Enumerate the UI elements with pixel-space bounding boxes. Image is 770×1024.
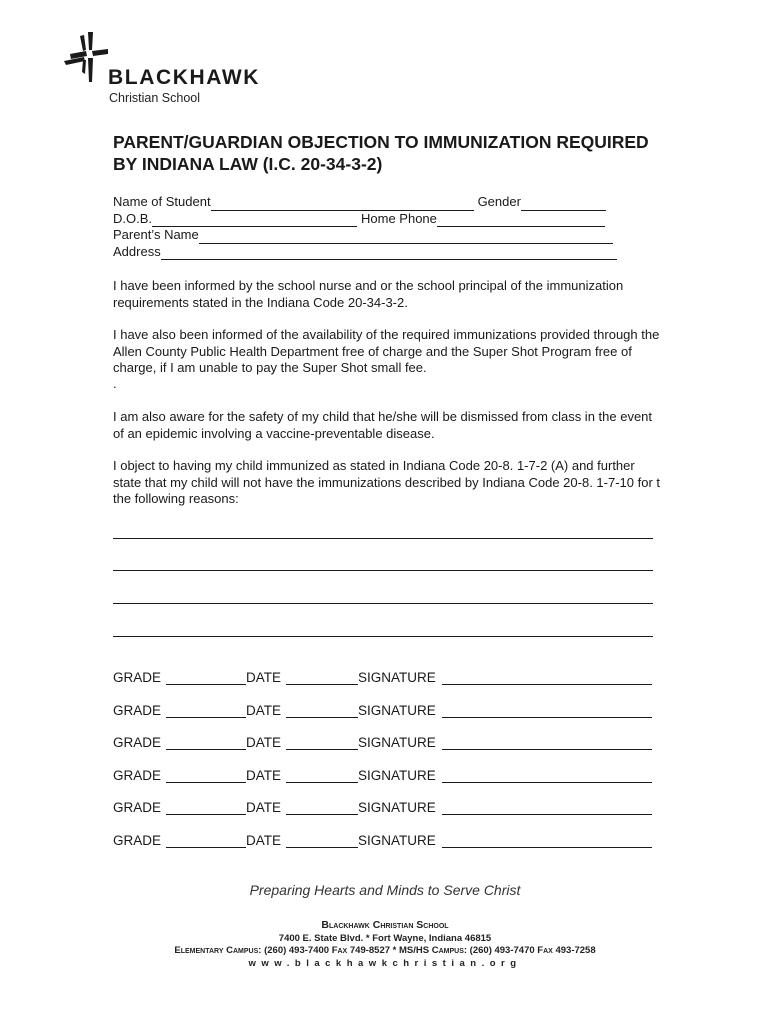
parent-row xyxy=(113,227,673,244)
elementary-fax: 749-8527 * xyxy=(347,945,399,956)
mshs-fax: 493-7258 xyxy=(552,945,596,956)
signature-row xyxy=(113,768,652,783)
footer-website[interactable]: www.blackhawkchristian.org xyxy=(248,958,522,969)
school-motto: Preparing Hearts and Minds to Serve Christ xyxy=(249,882,521,898)
date-field[interactable] xyxy=(286,769,358,783)
document-title: PARENT/GUARDIAN OBJECTION TO IMMUNIZATION REQUIRED BY INDIANA LAW (I.C. 20-34-3-2) xyxy=(113,132,649,174)
date-label: DATE xyxy=(246,703,282,718)
signature-label: SIGNATURE xyxy=(358,800,436,815)
student-info-fields xyxy=(113,194,673,260)
gender-label: Gender xyxy=(477,194,521,209)
reason-line-2[interactable] xyxy=(113,570,653,571)
dob-label: D.O.B. xyxy=(113,210,153,226)
elementary-fax-label: Fax xyxy=(331,945,348,956)
signature-row xyxy=(113,703,652,718)
grade-field[interactable] xyxy=(166,769,246,783)
home-phone-label: Home Phone xyxy=(361,210,437,226)
grade-label: GRADE xyxy=(113,670,162,685)
grade-field[interactable] xyxy=(166,704,246,718)
gender-field[interactable] xyxy=(521,198,606,211)
address-label: Address xyxy=(113,243,161,259)
grade-field[interactable] xyxy=(166,801,246,815)
footer-address: 7400 E. State Blvd. * Fort Wayne, Indiana 46815 xyxy=(278,933,492,944)
elementary-phone: : (260) 493-7400 xyxy=(258,945,330,956)
paragraph-epidemic: I am also aware for the safety of my child that he/she will be dismissed from class in the event of an epidemic involving a vaccine-preventable disease. xyxy=(113,409,653,441)
mshs-fax-label: Fax xyxy=(537,945,553,956)
paragraph-availability: I have also been informed of the availability of the required immunizations provided through the Allen County Public Health Department free of charge and the Super Shot Program free of charge, if I am unable to pay the Super Shot small fee. xyxy=(113,327,660,375)
date-field[interactable] xyxy=(286,801,358,815)
signature-label: SIGNATURE xyxy=(358,768,436,783)
date-field[interactable] xyxy=(286,834,358,848)
footer-school-name: Blackhawk Christian School xyxy=(321,919,449,931)
signature-field[interactable] xyxy=(442,704,652,718)
reason-line-3[interactable] xyxy=(113,603,653,604)
grade-label: GRADE xyxy=(113,768,162,783)
signature-label: SIGNATURE xyxy=(358,833,436,848)
date-label: DATE xyxy=(246,670,282,685)
grade-label: GRADE xyxy=(113,833,162,848)
date-label: DATE xyxy=(246,768,282,783)
logo-subtitle: Christian School xyxy=(109,91,201,105)
home-phone-field[interactable] xyxy=(437,214,605,227)
signature-row xyxy=(113,833,652,848)
address-row xyxy=(113,244,673,261)
school-logo xyxy=(62,30,322,110)
grade-label: GRADE xyxy=(113,735,162,750)
signature-field[interactable] xyxy=(442,671,652,685)
grade-label: GRADE xyxy=(113,800,162,815)
mshs-campus-label: MS/HS Campus xyxy=(399,945,464,956)
grade-field[interactable] xyxy=(166,834,246,848)
reason-line-4[interactable] xyxy=(113,636,653,637)
date-field[interactable] xyxy=(286,704,358,718)
logo-name: BLACKHAWK xyxy=(108,66,261,89)
student-name-field[interactable] xyxy=(211,198,474,211)
date-field[interactable] xyxy=(286,671,358,685)
student-name-label: Name of Student xyxy=(113,194,211,209)
elementary-campus-label: Elementary Campus xyxy=(174,945,259,956)
grade-label: GRADE xyxy=(113,703,162,718)
parent-name-field[interactable] xyxy=(199,231,613,244)
address-field[interactable] xyxy=(161,247,617,260)
hawk-cross-icon xyxy=(62,30,110,86)
paragraph-informed: I have been informed by the school nurse and or the school principal of the immunization requirements stated in the Indiana Code 20-34-3-2. xyxy=(113,278,624,310)
date-field[interactable] xyxy=(286,736,358,750)
date-label: DATE xyxy=(246,800,282,815)
signature-field[interactable] xyxy=(442,736,652,750)
grade-field[interactable] xyxy=(166,671,246,685)
grade-field[interactable] xyxy=(166,736,246,750)
student-row xyxy=(113,194,673,211)
signature-row xyxy=(113,735,652,750)
signature-field[interactable] xyxy=(442,769,652,783)
mshs-phone: : (260) 493-7470 xyxy=(463,945,535,956)
signature-field[interactable] xyxy=(442,801,652,815)
date-label: DATE xyxy=(246,735,282,750)
signature-label: SIGNATURE xyxy=(358,735,436,750)
signature-row xyxy=(113,800,652,815)
parent-name-label: Parent’s Name xyxy=(113,227,199,242)
stray-period: . xyxy=(113,376,117,391)
date-label: DATE xyxy=(246,833,282,848)
dob-field[interactable] xyxy=(152,214,357,227)
signature-row xyxy=(113,670,652,685)
footer-contacts xyxy=(0,945,770,956)
signature-label: SIGNATURE xyxy=(358,703,436,718)
signature-field[interactable] xyxy=(442,834,652,848)
signature-label: SIGNATURE xyxy=(358,670,436,685)
paragraph-objection: I object to having my child immunized as stated in Indiana Code 20-8. 1-7-2 (A) and further state that my child will not have the immunizations described by Indiana Code 20-8. 1-7-10 for t the following reasons: xyxy=(113,458,661,506)
dob-row xyxy=(113,211,673,228)
reason-line-1[interactable] xyxy=(113,538,653,539)
